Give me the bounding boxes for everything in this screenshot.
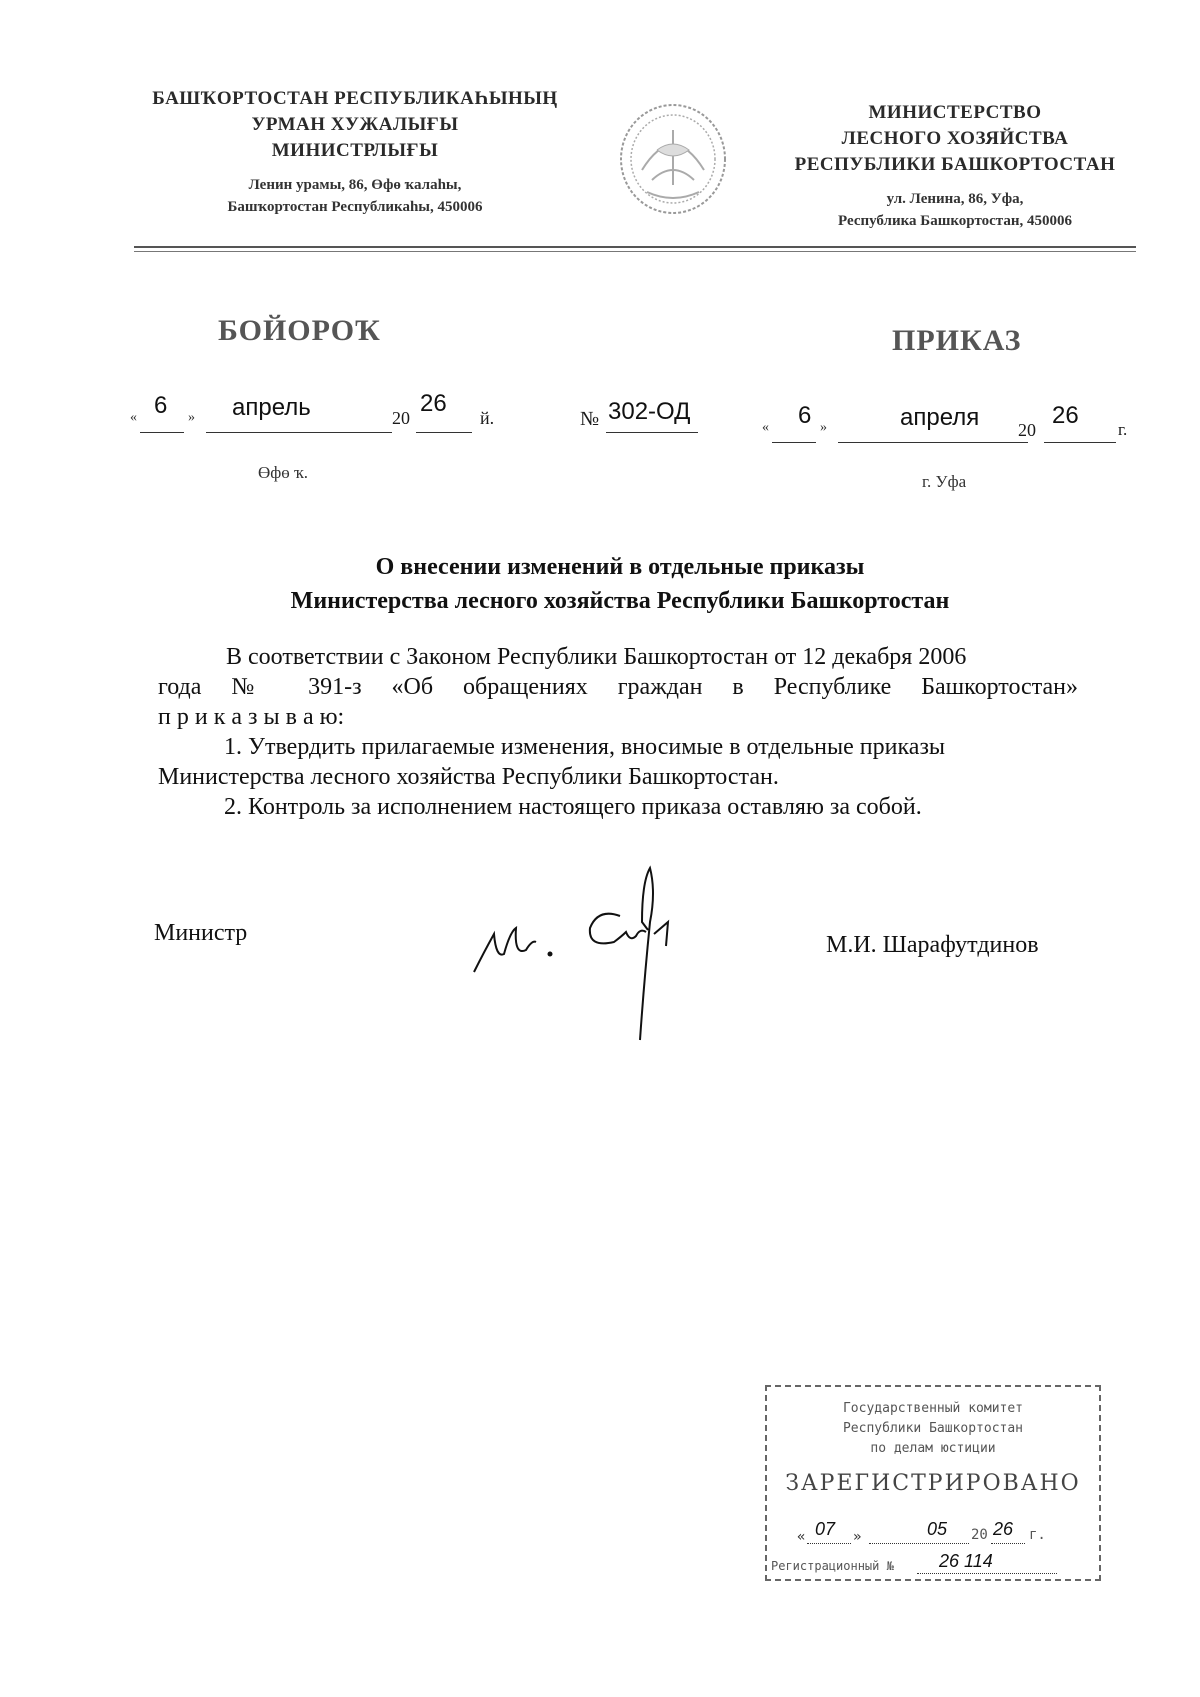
stamp-reg-label: Регистрационный № — [771, 1559, 894, 1573]
stamp-month: 05 — [927, 1519, 948, 1539]
document-title-line1: О внесении изменений в отдельные приказы — [375, 554, 865, 580]
para1-line1: В соответствии с Законом Республики Башкортостан от 12 декабря 2006 — [226, 644, 967, 670]
org-name-bash-line3: МИНИСТРЛЫҒЫ — [271, 140, 439, 161]
item1-line1: 1. Утвердить прилагаемые изменения, вносимые в отдельные приказы — [224, 734, 946, 760]
city-bash: Өфө ҡ. — [258, 463, 309, 482]
left-date-open-quote: « — [130, 410, 137, 425]
right-date-suffix: г. — [1118, 420, 1128, 439]
stamp-line2: Республики Башкортостан — [842, 1421, 1023, 1436]
order-number-value: 302-ОД — [608, 398, 691, 425]
signature-icon — [470, 862, 710, 1042]
header-left — [120, 86, 590, 218]
address-rus-line2: Республика Башкортостан, 450006 — [838, 213, 1072, 229]
left-date — [130, 392, 510, 432]
left-date-suffix: й. — [480, 408, 495, 428]
org-name-bash-line2: УРМАН ХУЖАЛЫҒЫ — [251, 114, 459, 135]
left-date-century: 20 — [392, 408, 410, 428]
stamp-century: 20 — [971, 1527, 988, 1543]
handwritten-signature — [470, 862, 710, 1042]
right-date-day: 6 — [798, 402, 812, 429]
item1-line2: Министерства лесного хозяйства Республики Башкортостан. — [158, 764, 779, 790]
stamp-day: 07 — [815, 1519, 836, 1539]
address-rus-line1: ул. Ленина, 86, Уфа, — [886, 191, 1024, 207]
document-title-line2: Министерства лесного хозяйства Республики Башкортостан — [290, 588, 950, 614]
stamp-line3: по делам юстиции — [870, 1441, 996, 1456]
stamp-close-quote: » — [853, 1529, 862, 1545]
address-bash-line1: Ленин урамы, 86, Өфө ҡалаһы, — [248, 177, 462, 193]
org-name-rus-line2: ЛЕСНОГО ХОЗЯЙСТВА — [841, 128, 1069, 149]
stamp-status: ЗАРЕГИСТРИРОВАНО — [785, 1471, 1081, 1496]
right-date-close-quote: » — [820, 420, 827, 435]
document-title — [150, 550, 1090, 618]
right-date-month: апреля — [900, 404, 980, 431]
left-date-close-quote: » — [188, 410, 195, 425]
document-body — [158, 642, 1078, 822]
order-number — [580, 398, 710, 438]
order-title-rus: ПРИКАЗ — [892, 324, 1022, 357]
left-date-month: апрель — [232, 394, 311, 421]
order-title-bash: БОЙОРОҠ — [218, 314, 381, 347]
header-right — [760, 100, 1150, 232]
stamp-year: 26 — [993, 1519, 1014, 1539]
para1-line3: п р и к а з ы в а ю: — [158, 704, 345, 730]
left-date-year: 26 — [420, 390, 447, 417]
para1-line2: года № 391-з «Об обращениях граждан в Республике Башкортостан» — [158, 674, 1078, 700]
item2: 2. Контроль за исполнением настоящего приказа оставляю за собой. — [224, 794, 922, 820]
address-bash-line2: Башҡортостан Республикаһы, 450006 — [227, 199, 483, 215]
registration-stamp — [765, 1385, 1101, 1581]
right-date-year: 26 — [1052, 402, 1079, 429]
city-rus: г. Уфа — [922, 472, 967, 491]
org-name-rus-line1: МИНИСТЕРСТВО — [868, 102, 1042, 123]
header-divider-thin — [134, 251, 1136, 252]
stamp-line1: Государственный комитет — [842, 1401, 1023, 1416]
stamp-open-quote: « — [797, 1529, 806, 1545]
signatory-name: М.И. Шарафутдинов — [826, 932, 1039, 958]
right-date — [762, 402, 1142, 442]
order-number-sign: № — [580, 408, 600, 430]
org-name-bash-line1: БАШҠОРТОСТАН РЕСПУБЛИКАҺЫНЫҢ — [152, 88, 558, 109]
stamp-reg-number: 26 114 — [939, 1551, 993, 1571]
emblem-icon — [612, 100, 734, 218]
stamp-suffix: г. — [1029, 1527, 1046, 1543]
coat-of-arms-emblem — [612, 100, 734, 218]
header-divider — [134, 246, 1136, 248]
signatory-position: Министр — [154, 920, 248, 946]
org-name-rus-line3: РЕСПУБЛИКИ БАШКОРТОСТАН — [794, 154, 1116, 175]
right-date-open-quote: « — [762, 420, 769, 435]
right-date-century: 20 — [1018, 420, 1036, 440]
left-date-day: 6 — [154, 392, 168, 419]
